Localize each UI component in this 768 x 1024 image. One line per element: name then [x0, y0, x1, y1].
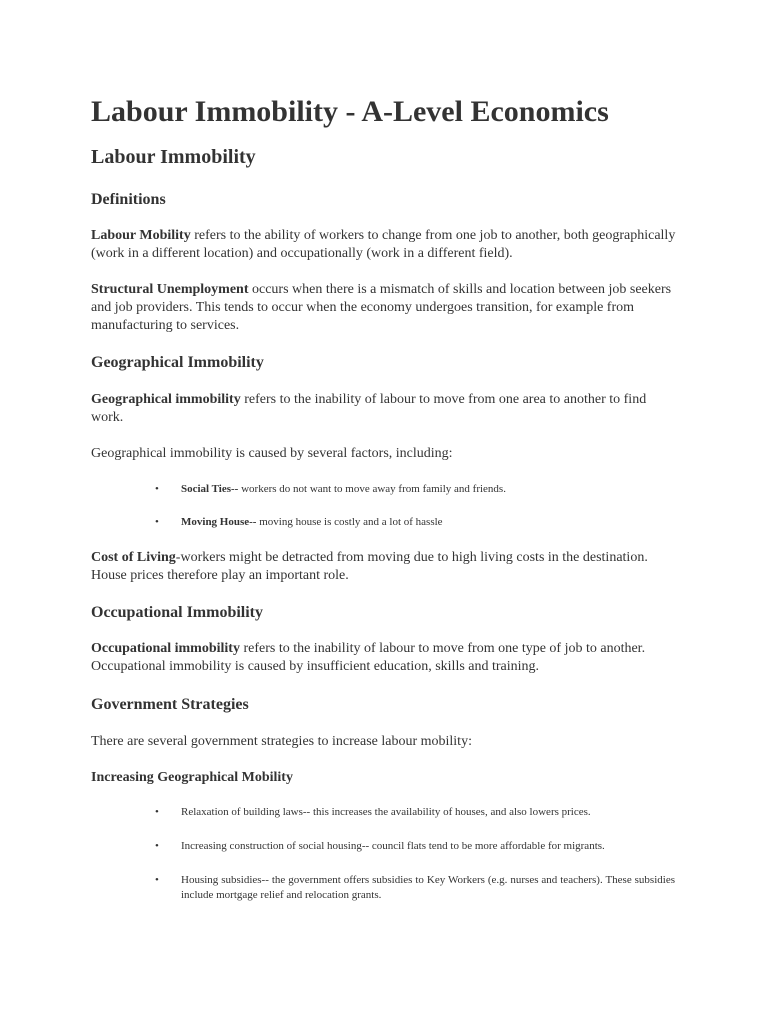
bullet-dot-icon: •	[155, 806, 159, 818]
labour-mobility-definition	[91, 227, 681, 263]
bullet-text: Relaxation of building laws-- this increases the availability of houses, and also lowers prices.	[181, 806, 591, 818]
bullet-text: workers do not want to move away from family and friends.	[238, 483, 506, 495]
geographical-immobility-text: refers to the inability of labour to move from one area to another to find work.	[91, 392, 647, 425]
government-strategies-intro: There are several government strategies to increase labour mobility:	[91, 734, 472, 749]
list-item	[155, 839, 675, 854]
geographical-immobility-definition	[91, 391, 681, 427]
government-strategies-heading: Government Strategies	[91, 696, 249, 713]
occupational-immobility-definition	[91, 640, 681, 676]
bullet-dot-icon: •	[155, 874, 159, 886]
cost-of-living-text: -workers might be detracted from moving due to high living costs in the destination. House prices therefore play an important role.	[91, 550, 648, 583]
bullet-text: Increasing construction of social housing-- council flats tend to be more affordable for migrants.	[181, 840, 605, 852]
increasing-geographical-mobility-heading: Increasing Geographical Mobility	[91, 770, 293, 785]
structural-unemployment-term: Structural Unemployment	[91, 282, 249, 297]
bullet-term: Moving House--	[181, 516, 257, 528]
structural-unemployment-text: occurs when there is a mismatch of skills and location between job seekers and job providers. This tends to occur when the economy undergoes transition, for example from manufacturing to services.	[91, 282, 672, 333]
page-title: Labour Immobility - A-Level Economics	[91, 95, 609, 128]
bullet-text: Housing subsidies-- the government offers subsidies to Key Workers (e.g. nurses and teachers). These subsidies include mortgage relief and relocation grants.	[181, 874, 675, 901]
labour-mobility-text: refers to the ability of workers to change from one job to another, both geographically (work in a different location) and occupationally (work in a different field).	[91, 228, 676, 261]
occupational-immobility-heading: Occupational Immobility	[91, 604, 264, 621]
labour-mobility-term: Labour Mobility	[91, 228, 191, 243]
structural-unemployment-definition	[91, 281, 681, 335]
bullet-dot-icon: •	[155, 516, 159, 528]
list-item	[155, 515, 675, 530]
list-item	[155, 482, 675, 497]
bullet-dot-icon: •	[155, 483, 159, 495]
cost-of-living-paragraph	[91, 549, 681, 585]
bullet-term: Social Ties--	[181, 483, 239, 495]
occupational-immobility-text: refers to the inability of labour to move from one type of job to another. Occupational immobility is caused by insufficient education, skills and training.	[91, 641, 646, 674]
list-item	[155, 805, 675, 820]
cost-of-living-term: Cost of Living	[91, 550, 176, 565]
geographical-immobility-heading: Geographical Immobility	[91, 354, 264, 371]
bullet-text: moving house is costly and a lot of hassle	[256, 516, 443, 528]
geographical-causes-intro: Geographical immobility is caused by several factors, including:	[91, 446, 453, 461]
list-item	[155, 873, 675, 903]
occupational-immobility-term: Occupational immobility	[91, 641, 240, 656]
definitions-heading: Definitions	[91, 191, 166, 208]
geographical-immobility-term: Geographical immobility	[91, 392, 241, 407]
section-title: Labour Immobility	[91, 146, 256, 168]
bullet-dot-icon: •	[155, 840, 159, 852]
